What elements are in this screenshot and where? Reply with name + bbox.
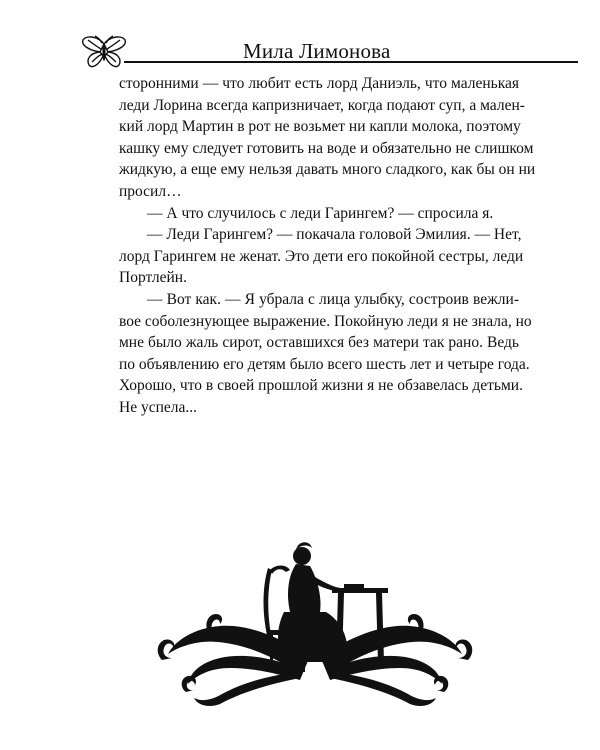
running-header-author: Мила Лимонова: [243, 39, 391, 63]
text-line: — А что случилось с леди Гарингем? — спросила я.: [147, 204, 494, 222]
header-rule: [124, 61, 578, 63]
running-header: [80, 34, 578, 68]
text-line: мне было жаль сирот, оставшихся без матери так рано. Ведь: [119, 334, 519, 352]
text-line: Портлейн.: [119, 269, 187, 287]
text-line: просил…: [119, 182, 182, 200]
woman-at-table-silhouette-ornament: [150, 528, 480, 708]
text-line: сторонними — что любит есть лорд Даниэль, что маленькая: [119, 75, 519, 92]
text-line: Не успела...: [119, 398, 197, 416]
text-line: кашку ему следует готовить на воде и обязательно не слишком: [119, 139, 534, 157]
text-line: — Вот как. — Я убрала с лица улыбку, состроив вежли-: [147, 290, 519, 308]
text-line: кий лорд Мартин в рот не возьмет ни капли молока, поэтому: [119, 118, 521, 136]
text-line: жидкую, а еще ему нельзя давать много сладкого, как бы он ни: [119, 161, 536, 179]
butterfly-icon: [80, 34, 128, 70]
text-line: — Леди Гарингем? — покачала головой Эмилия. — Нет,: [147, 226, 522, 244]
body-text: [119, 73, 536, 419]
text-line: Хорошо, что в своей прошлой жизни я не обзавелась детьми.: [119, 377, 523, 395]
text-line: по объявлению его детям было всего шесть лет и четыре года.: [119, 355, 530, 373]
text-line: лорд Гарингем не женат. Это дети его покойной сестры, леди: [119, 247, 524, 265]
text-line: вое соболезнующее выражение. Покойную леди я не знала, но: [119, 312, 532, 330]
text-line: леди Лорина всегда капризничает, когда подают суп, а мален-: [119, 96, 525, 114]
